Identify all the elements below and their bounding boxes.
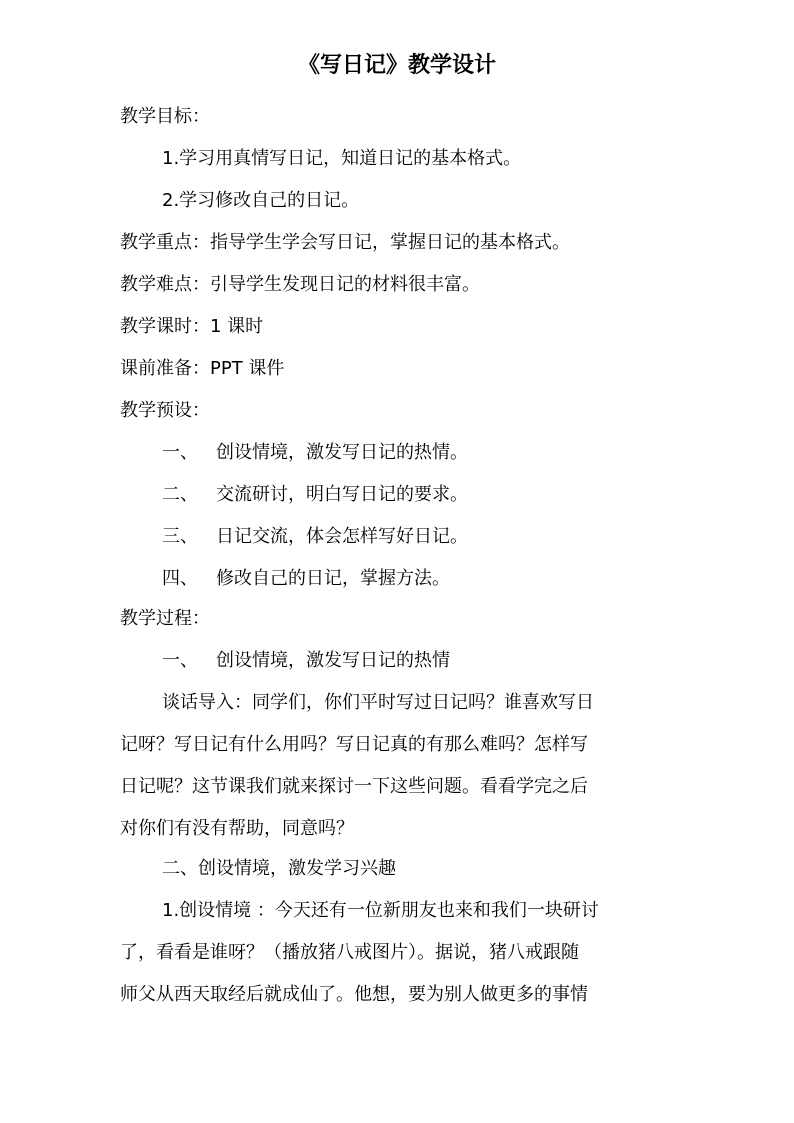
process-step-heading bbox=[162, 646, 450, 676]
teaching-focus: 教学重点：指导学生学会写日记，掌握日记的基本格式。 bbox=[120, 232, 570, 253]
intro-paragraph-line: 日记呢？这节课我们就来探讨一下这些问题。看看学完之后 bbox=[120, 776, 588, 797]
plan-label: 教学预设： bbox=[120, 400, 210, 421]
process-label: 教学过程： bbox=[120, 608, 210, 629]
plan-item-number: 三、 bbox=[162, 526, 198, 547]
intro-paragraph-line: 谈话导入：同学们，你们平时写过日记吗？谁喜欢写日 bbox=[162, 692, 594, 713]
objective-item: 2.学习修改自己的日记。 bbox=[162, 190, 360, 211]
teaching-hours: 教学课时：1 课时 bbox=[120, 316, 264, 337]
preparation: 课前准备：PPT 课件 bbox=[120, 358, 285, 379]
process-step-heading: 二、创设情境，激发学习兴趣 bbox=[162, 858, 396, 879]
scene-paragraph-line: 师父从西天取经后就成仙了。他想，要为别人做更多的事情 bbox=[120, 984, 588, 1005]
plan-item bbox=[162, 480, 468, 510]
plan-item-number: 四、 bbox=[162, 568, 198, 589]
plan-item-text: 交流研讨，明白写日记的要求。 bbox=[216, 484, 468, 505]
objectives-label: 教学目标： bbox=[120, 106, 210, 127]
teaching-difficulty: 教学难点：引导学生发现日记的材料很丰富。 bbox=[120, 274, 480, 295]
plan-item-text: 创设情境，激发写日记的热情。 bbox=[216, 442, 468, 463]
objective-item: 1.学习用真情写日记，知道日记的基本格式。 bbox=[162, 148, 522, 169]
intro-paragraph-line: 对你们有没有帮助，同意吗？ bbox=[120, 818, 354, 839]
plan-item-text: 日记交流，体会怎样写好日记。 bbox=[216, 526, 468, 547]
plan-item-number: 一、 bbox=[162, 442, 198, 463]
scene-paragraph-line: 了，看看是谁呀？（播放猪八戒图片）。据说，猪八戒跟随 bbox=[120, 942, 579, 963]
plan-item-text: 修改自己的日记，掌握方法。 bbox=[216, 568, 450, 589]
process-step-number: 一、 bbox=[162, 650, 198, 671]
document-title: 《写日记》教学设计 bbox=[297, 53, 496, 78]
scene-paragraph-line: 1.创设情境 ：今天还有一位新朋友也来和我们一块研讨 bbox=[162, 900, 599, 921]
process-step-text: 创设情境，激发写日记的热情 bbox=[216, 650, 450, 671]
plan-item bbox=[162, 438, 468, 468]
intro-paragraph-line: 记呀？写日记有什么用吗？写日记真的有那么难吗？怎样写 bbox=[120, 734, 588, 755]
plan-item-number: 二、 bbox=[162, 484, 198, 505]
plan-item bbox=[162, 522, 468, 552]
plan-item bbox=[162, 564, 450, 594]
